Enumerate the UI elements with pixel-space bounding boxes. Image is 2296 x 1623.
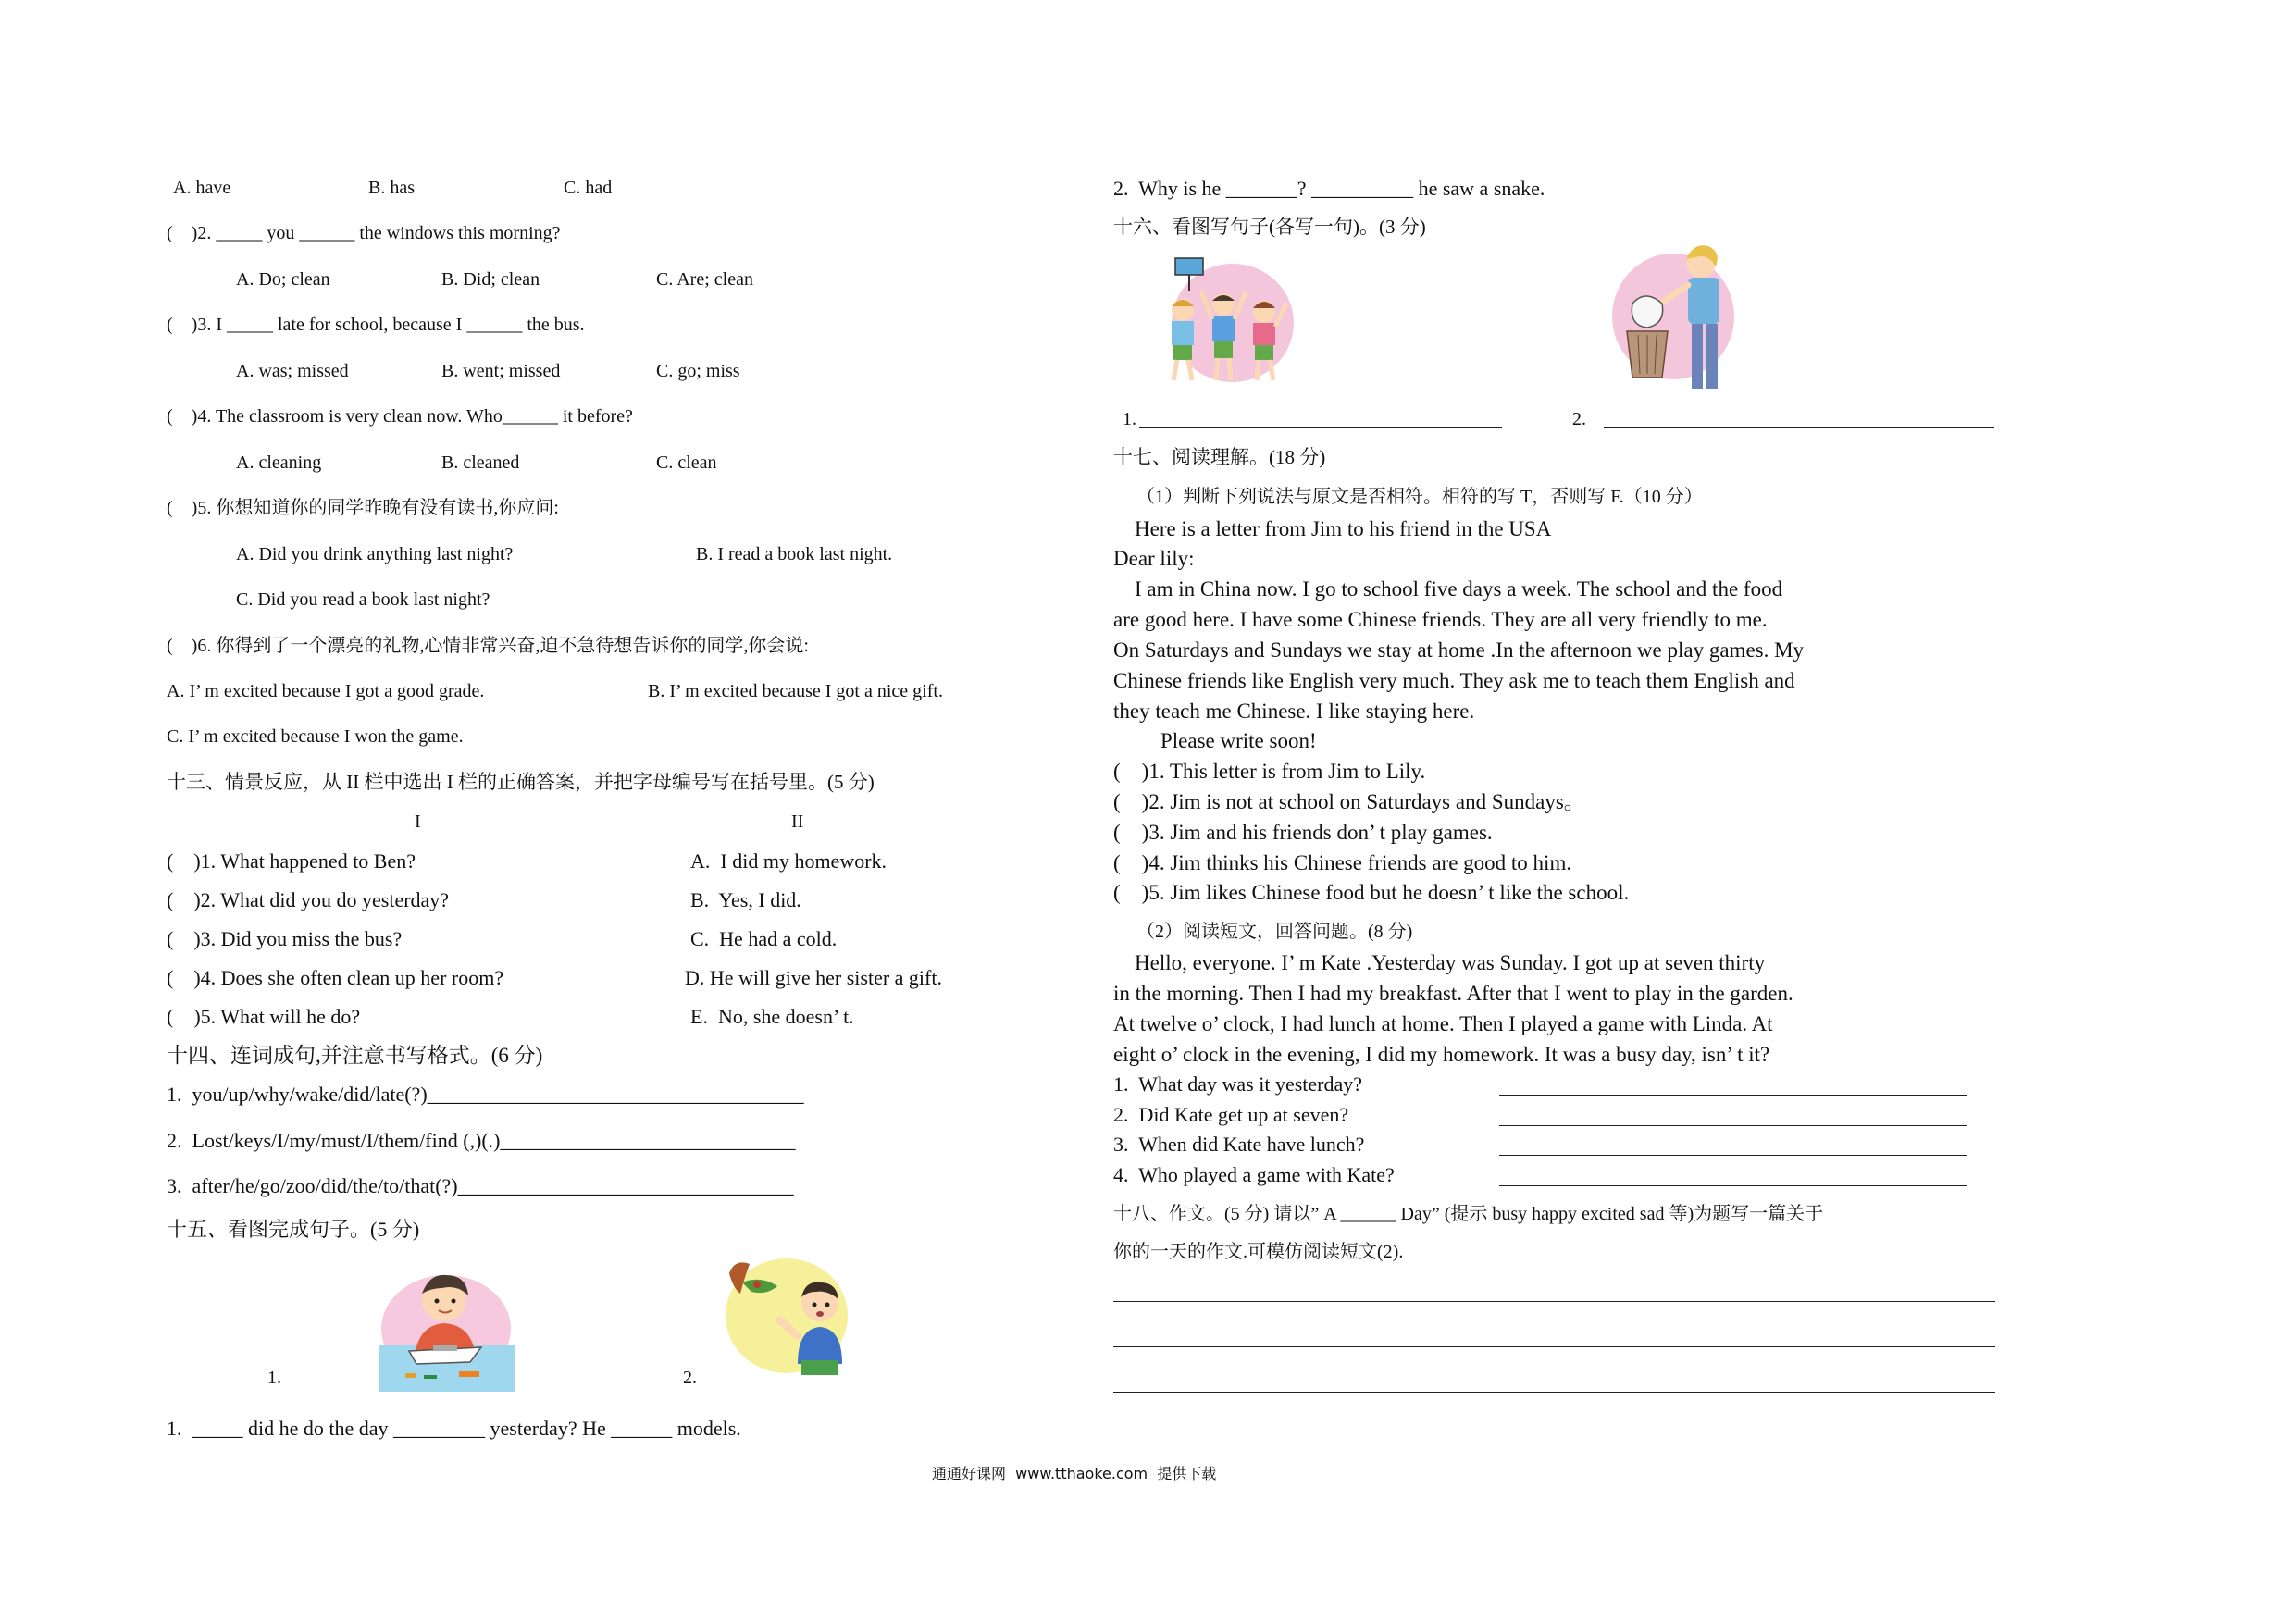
section-18-line-2: 你的一天的作文.可模仿阅读短文(2). <box>1113 1242 1404 1262</box>
s13-right-item-d: D. He will give her sister a gift. <box>685 966 942 989</box>
q2-stem: ( )2. _____ you ______ the windows this morning? <box>167 223 561 243</box>
composition-line-2 <box>1113 1346 1995 1347</box>
q5-stem: ( )5. 你想知道你的同学昨晚有没有读书,你应问: <box>167 498 559 518</box>
s13-right-item-b: B. Yes, I did. <box>690 888 801 911</box>
q6-option-b: B. I’ m excited because I got a nice gift. <box>648 681 943 701</box>
letter-closing: Please write soon! <box>1160 729 1317 752</box>
section-18-line-1: 十八、作文。(5 分) 请以” A ______ Day” (提示 busy happy excited sad 等)为题写一篇关于 <box>1113 1204 1824 1224</box>
tf-item-4: ( )4. Jim thinks his Chinese friends are good to him. <box>1113 851 1572 874</box>
s17-part1-title: （1）判断下列说法与原文是否相符。相符的写 T，否则写 F.（10 分） <box>1136 487 1703 507</box>
q3-option-b: B. went; missed <box>441 361 561 381</box>
q5-option-a: A. Did you drink anything last night? <box>236 544 514 564</box>
s17-part2-title: （2）阅读短文，回答问题。(8 分) <box>1136 922 1413 942</box>
reading-question-3: 3. When did Kate have lunch? <box>1113 1133 1365 1156</box>
section-14-title: 十四、连词成句,并注意书写格式。(6 分) <box>167 1044 543 1067</box>
q5-option-c: C. Did you read a book last night? <box>236 589 490 610</box>
reading-question-2: 2. Did Kate get up at seven? <box>1113 1103 1349 1126</box>
section-15-title: 十五、看图完成句子。(5 分) <box>167 1218 420 1241</box>
composition-line-1 <box>1113 1301 1995 1302</box>
section-13-title: 十三、情景反应，从 II 栏中选出 I 栏的正确答案，并把字母编号写在括号里。(5 分) <box>167 771 875 793</box>
reading-question-4: 4. Who played a game with Kate? <box>1113 1163 1395 1186</box>
q2-option-c: C. Are; clean <box>656 269 753 290</box>
boy-frightened-illustration <box>724 1255 859 1377</box>
s13-left-item-4: ( )4. Does she often clean up her room? <box>167 966 504 989</box>
children-cheering-illustration <box>1151 254 1296 393</box>
q2-option-b: B. Did; clean <box>441 269 540 290</box>
s14-item-1: 1. you/up/why/wake/did/late(?)_____________________________________ <box>167 1083 804 1106</box>
s13-left-item-3: ( )3. Did you miss the bus? <box>167 927 403 950</box>
reading-question-1: 1. What day was it yesterday? <box>1113 1072 1363 1096</box>
s16-answer-line-2 <box>1604 427 1994 428</box>
s13-left-item-5: ( )5. What will he do? <box>167 1005 361 1028</box>
page-footer: 通通好课网 www.tthaoke.com 提供下载 <box>932 1465 1217 1482</box>
passage-line-4: eight o’ clock in the evening, I did my homework. It was a busy day, isn’ t it? <box>1113 1043 1770 1066</box>
boy-making-models-illustration <box>378 1260 515 1392</box>
s13-right-item-a: A. I did my homework. <box>690 849 887 873</box>
q5-option-b: B. I read a book last night. <box>696 544 893 564</box>
s15-sentence-1: 1. _____ did he do the day _________ yesterday? He ______ models. <box>167 1417 741 1440</box>
s13-left-item-1: ( )1. What happened to Ben? <box>167 849 416 873</box>
passage-line-2: in the morning. Then I had my breakfast. After that I went to play in the garden. <box>1113 982 1793 1005</box>
reading-answer-line-3 <box>1499 1155 1967 1156</box>
passage-line-1: Hello, everyone. I’ m Kate .Yesterday was Sunday. I got up at seven thirty <box>1113 951 1766 974</box>
reading-answer-line-1 <box>1499 1095 1967 1096</box>
s14-item-3: 3. after/he/go/zoo/did/the/to/that(?)_________________________________ <box>167 1174 794 1197</box>
letter-greeting: Dear lily: <box>1113 547 1195 570</box>
letter-line-4: Chinese friends like English very much. They ask me to teach them English and <box>1113 669 1795 692</box>
letter-line-1: I am in China now. I go to school five days a week. The school and the food <box>1113 577 1783 601</box>
q3-stem: ( )3. I _____ late for school, because I ______ the bus. <box>167 315 585 335</box>
reading-answer-line-4 <box>1499 1185 1967 1186</box>
woman-throwing-rubbish-illustration <box>1608 239 1753 398</box>
s13-right-item-e: E. No, she doesn’ t. <box>690 1005 854 1028</box>
q6-stem: ( )6. 你得到了一个漂亮的礼物,心情非常兴奋,迫不急待想告诉你的同学,你会说: <box>167 636 809 656</box>
s15-sentence-2: 2. Why is he _______? __________ he saw a snake. <box>1113 177 1545 200</box>
section-17-title: 十七、阅读理解。(18 分) <box>1113 446 1326 468</box>
q2-option-a: A. Do; clean <box>236 269 330 290</box>
q4-option-a: A. cleaning <box>236 452 322 473</box>
reading-answer-line-2 <box>1499 1125 1967 1126</box>
s13-right-item-c: C. He had a cold. <box>690 927 838 950</box>
s13-left-item-2: ( )2. What did you do yesterday? <box>167 888 450 911</box>
q4-option-c: C. clean <box>656 452 717 473</box>
tf-item-3: ( )3. Jim and his friends don’ t play games. <box>1113 821 1493 844</box>
s16-label-1: 1. <box>1123 409 1136 429</box>
letter-line-2: are good here. I have some Chinese friends. They are all very friendly to me. <box>1113 608 1768 631</box>
q3-option-c: C. go; miss <box>656 361 740 381</box>
s15-pic-2-label: 2. <box>683 1368 697 1388</box>
q1-option-a: A. have <box>173 178 231 198</box>
s16-label-2: 2. <box>1572 409 1586 429</box>
section-13-col2-header: II <box>791 812 804 832</box>
section-13-col1-header: I <box>415 812 421 832</box>
letter-intro: Here is a letter from Jim to his friend in the USA <box>1135 517 1552 540</box>
section-16-title: 十六、看图写句子(各写一句)。(3 分) <box>1113 216 1426 238</box>
tf-item-5: ( )5. Jim likes Chinese food but he doesn’ t like the school. <box>1113 881 1630 904</box>
q6-option-a: A. I’ m excited because I got a good grade. <box>167 681 485 701</box>
s15-pic-1-label: 1. <box>267 1368 281 1388</box>
q6-option-c: C. I’ m excited because I won the game. <box>167 726 464 747</box>
letter-line-5: they teach me Chinese. I like staying here. <box>1113 700 1475 723</box>
letter-line-3: On Saturdays and Sundays we stay at home .In the afternoon we play games. My <box>1113 638 1805 662</box>
q4-option-b: B. cleaned <box>441 452 520 473</box>
q4-stem: ( )4. The classroom is very clean now. Who______ it before? <box>167 406 633 427</box>
tf-item-2: ( )2. Jim is not at school on Saturdays and Sundays。 <box>1113 790 1585 813</box>
passage-line-3: At twelve o’ clock, I had lunch at home. Then I played a game with Linda. At <box>1113 1012 1773 1035</box>
q3-option-a: A. was; missed <box>236 361 349 381</box>
s14-item-2: 2. Lost/keys/I/my/must/I/them/find (,)(.)_____________________________ <box>167 1129 796 1152</box>
q1-option-b: B. has <box>368 178 415 198</box>
composition-line-3 <box>1113 1392 1995 1393</box>
s16-answer-line-1 <box>1139 427 1502 428</box>
tf-item-1: ( )1. This letter is from Jim to Lily. <box>1113 760 1426 783</box>
q1-option-c: C. had <box>564 178 613 198</box>
